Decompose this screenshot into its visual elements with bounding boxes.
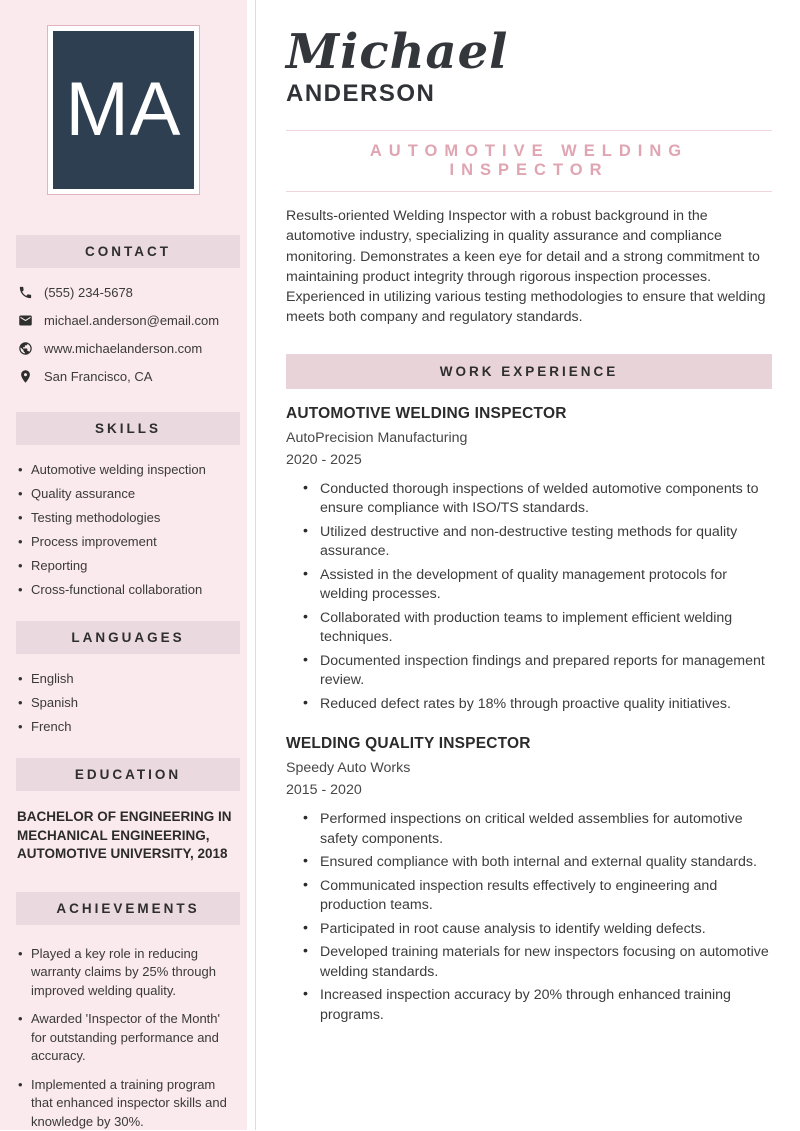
- skills-section-header: SKILLS: [16, 412, 240, 445]
- contact-location: San Francisco, CA: [44, 369, 152, 384]
- job-headline: AUTOMOTIVE WELDING INSPECTOR: [370, 142, 688, 179]
- contact-email: michael.anderson@email.com: [44, 313, 219, 328]
- job-bullet: • Utilized destructive and non-destructive testing methods for quality assurance.: [303, 523, 772, 562]
- job-dates: 2020 - 2025: [286, 452, 772, 468]
- sidebar: [0, 0, 247, 1130]
- job-entry-1: [286, 405, 772, 715]
- monogram-initials: MA: [66, 72, 182, 148]
- job-bullet: • Communicated inspection results effectively to engineering and production teams.: [303, 877, 772, 916]
- skill-item: • Quality assurance: [18, 487, 237, 501]
- job-bullet-list: [303, 810, 772, 1025]
- location-pin-icon: [18, 369, 33, 384]
- achievements-list: [18, 945, 237, 1131]
- job-bullet: • Collaborated with production teams to implement efficient welding techniques.: [303, 609, 772, 648]
- job-bullet: • Assisted in the development of quality management protocols for welding processes.: [303, 566, 772, 605]
- skill-item: • Process improvement: [18, 535, 237, 549]
- job-bullet: • Increased inspection accuracy by 20% through enhanced training programs.: [303, 986, 772, 1025]
- job-dates: 2015 - 2020: [286, 782, 772, 798]
- skills-list: [18, 463, 237, 597]
- professional-summary: Results-oriented Welding Inspector with a robust background in the automotive industry, specializing in quality assurance and compliance monitoring. Demonstrates a keen eye for detail and a strong commitment to maintaining product integrity through rigorous inspection processes. Experienced in utilizing various testing methodologies to ensure that welding meets both company and regulatory standards.: [286, 206, 772, 328]
- phone-icon: [18, 285, 33, 300]
- skill-item: • Testing methodologies: [18, 511, 237, 525]
- job-company: AutoPrecision Manufacturing: [286, 430, 772, 446]
- job-bullet: • Documented inspection findings and prepared reports for management review.: [303, 652, 772, 691]
- contact-section-header: CONTACT: [16, 235, 240, 268]
- achievement-item: • Awarded 'Inspector of the Month' for outstanding performance and accuracy.: [18, 1010, 237, 1066]
- achievement-item: • Played a key role in reducing warranty claims by 25% through improved welding quality.: [18, 945, 237, 1001]
- contact-row-phone: [18, 285, 239, 300]
- contact-row-location: [18, 369, 239, 384]
- skill-item: • Cross-functional collaboration: [18, 583, 237, 597]
- job-bullet: • Conducted thorough inspections of welded automotive components to ensure compliance with ISO/TS standards.: [303, 480, 772, 519]
- job-bullet: • Performed inspections on critical welded assemblies for automotive safety components.: [303, 810, 772, 849]
- first-name: Michael: [286, 24, 772, 80]
- job-title: AUTOMOTIVE WELDING INSPECTOR: [286, 405, 772, 423]
- work-experience-header: WORK EXPERIENCE: [286, 354, 772, 389]
- column-divider: [255, 0, 256, 1130]
- job-bullet: • Reduced defect rates by 18% through proactive quality initiatives.: [303, 695, 772, 715]
- job-bullet: • Participated in root cause analysis to identify welding defects.: [303, 920, 772, 940]
- language-item: • French: [18, 720, 237, 734]
- language-item: • English: [18, 672, 237, 686]
- contact-list: [18, 285, 239, 384]
- job-bullet-list: [303, 480, 772, 715]
- email-icon: [18, 313, 33, 328]
- skill-item: • Automotive welding inspection: [18, 463, 237, 477]
- monogram-box: [53, 31, 194, 189]
- education-section-header: EDUCATION: [16, 758, 240, 791]
- main-column: [286, 0, 772, 1029]
- job-company: Speedy Auto Works: [286, 760, 772, 776]
- job-bullet: • Developed training materials for new inspectors focusing on automotive welding standards.: [303, 943, 772, 982]
- job-bullet: • Ensured compliance with both internal and external quality standards.: [303, 853, 772, 873]
- contact-row-website: [18, 341, 239, 356]
- achievements-section-header: ACHIEVEMENTS: [16, 892, 240, 925]
- contact-phone: (555) 234-5678: [44, 285, 133, 300]
- job-title: WELDING QUALITY INSPECTOR: [286, 735, 772, 753]
- monogram-frame: [47, 25, 200, 195]
- last-name: ANDERSON: [286, 80, 772, 108]
- globe-icon: [18, 341, 33, 356]
- headline-wrap: [286, 130, 772, 192]
- skill-item: • Reporting: [18, 559, 237, 573]
- achievement-item: • Implemented a training program that enhanced inspector skills and knowledge by 30%.: [18, 1076, 237, 1131]
- education-degree: BACHELOR OF ENGINEERING IN MECHANICAL ENGINEERING, AUTOMOTIVE UNIVERSITY, 2018: [17, 808, 235, 864]
- languages-section-header: LANGUAGES: [16, 621, 240, 654]
- contact-row-email: [18, 313, 239, 328]
- job-entry-2: [286, 735, 772, 1025]
- contact-website: www.michaelanderson.com: [44, 341, 202, 356]
- language-item: • Spanish: [18, 696, 237, 710]
- languages-list: [18, 672, 237, 734]
